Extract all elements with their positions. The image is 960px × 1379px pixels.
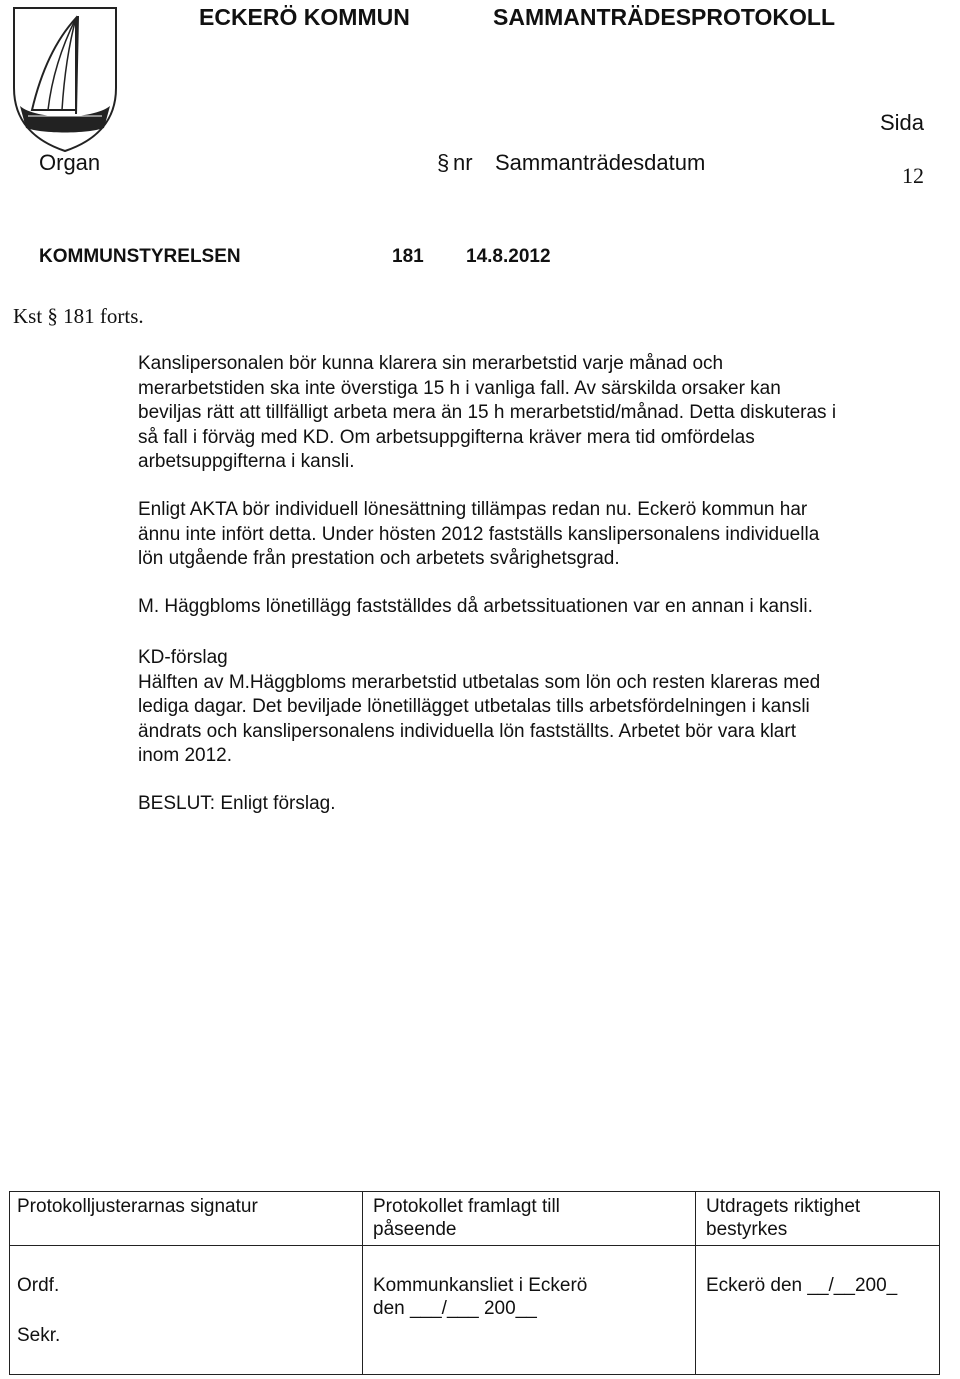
table-divider [10, 1245, 939, 1246]
organ-label: Organ [39, 150, 101, 175]
paragraph-line: ändrats och kanslipersonalens individuella lön fastställts. Arbetet bör vara klart [138, 720, 796, 742]
paragraph-salary [138, 498, 928, 572]
certification-header-line1: Utdragets riktighet [706, 1196, 861, 1217]
certification-header-line2: bestyrkes [706, 1219, 788, 1240]
nr-value: 181 [392, 246, 424, 267]
sida-label: Sida [880, 110, 925, 135]
municipal-coat-of-arms-logo [6, 2, 124, 154]
paragraph-line: beviljas rätt att tillfälligt arbeta mera än 15 h merarbetstid/månad. Detta diskuteras i [138, 402, 837, 424]
paragraph-line: merarbetstiden ska inte överstiga 15 h i vanliga fall. Av särskilda orsaker kan [138, 377, 781, 399]
paragraph-line: så fall i förväg med KD. Om arbetsuppgifterna kräver mera tid omfördelas [138, 426, 755, 448]
secretary-label: Sekr. [17, 1325, 61, 1346]
paragraph-line: lön utgående från prestation och arbetets svårighetsgrad. [138, 548, 620, 570]
page-number: 12 [902, 163, 924, 188]
paragraph-line: Enligt AKTA bör individuell lönesättning tillämpas redan nu. Eckerö kommun har [138, 499, 808, 520]
date-value: 14.8.2012 [466, 246, 551, 267]
paragraph-line: Hälften av M.Häggbloms merarbetstid utbetalas som lön och resten klareras med [138, 671, 821, 693]
paragraph-supplement [138, 595, 928, 620]
decision [138, 792, 928, 817]
paragraph-line: M. Häggbloms lönetillägg fastställdes då arbetssituationen var en annan i kansli. [138, 596, 813, 617]
paragraph-overtime [138, 352, 928, 475]
paragraph-line: arbetsuppgifterna i kansli. [138, 451, 355, 473]
certification-date: Eckerö den __/__200_ [706, 1275, 898, 1296]
municipality-title: ECKERÖ KOMMUN [199, 4, 410, 30]
kd-proposal [138, 646, 928, 769]
signature-column [10, 1192, 363, 1374]
paragraph-line: inom 2012. [138, 745, 233, 767]
chairman-label: Ordf. [17, 1275, 60, 1296]
decision-text: BESLUT: Enligt förslag. [138, 793, 336, 814]
paragraph-line: Kanslipersonalen bör kunna klarera sin merarbetstid varje månad och [138, 353, 724, 374]
paragraph-line: ännu inte infört detta. Under hösten 2012 fastställs kanslipersonalens individuella [138, 523, 820, 545]
signature-table [9, 1191, 940, 1375]
presentation-place: Kommunkansliet i Eckerö [373, 1275, 588, 1296]
presentation-header-line1: Protokollet framlagt till [373, 1196, 560, 1217]
presentation-header-line2: påseende [373, 1219, 457, 1240]
organ-value: KOMMUNSTYRELSEN [39, 246, 241, 267]
paragraph-symbol: § [437, 150, 450, 175]
signature-header: Protokolljusterarnas signatur [17, 1196, 258, 1217]
section-reference: Kst § 181 forts. [13, 304, 144, 328]
nr-label: nr [453, 150, 473, 175]
presentation-date: den ___/___ 200__ [373, 1298, 537, 1319]
kd-heading: KD-förslag [138, 647, 228, 668]
date-label: Sammanträdesdatum [495, 150, 706, 175]
paragraph-line: lediga dagar. Det beviljade lönetillägget utbetalas tills arbetsfördelningen i kansli [138, 696, 810, 718]
document-type-title: SAMMANTRÄDESPROTOKOLL [493, 4, 836, 30]
